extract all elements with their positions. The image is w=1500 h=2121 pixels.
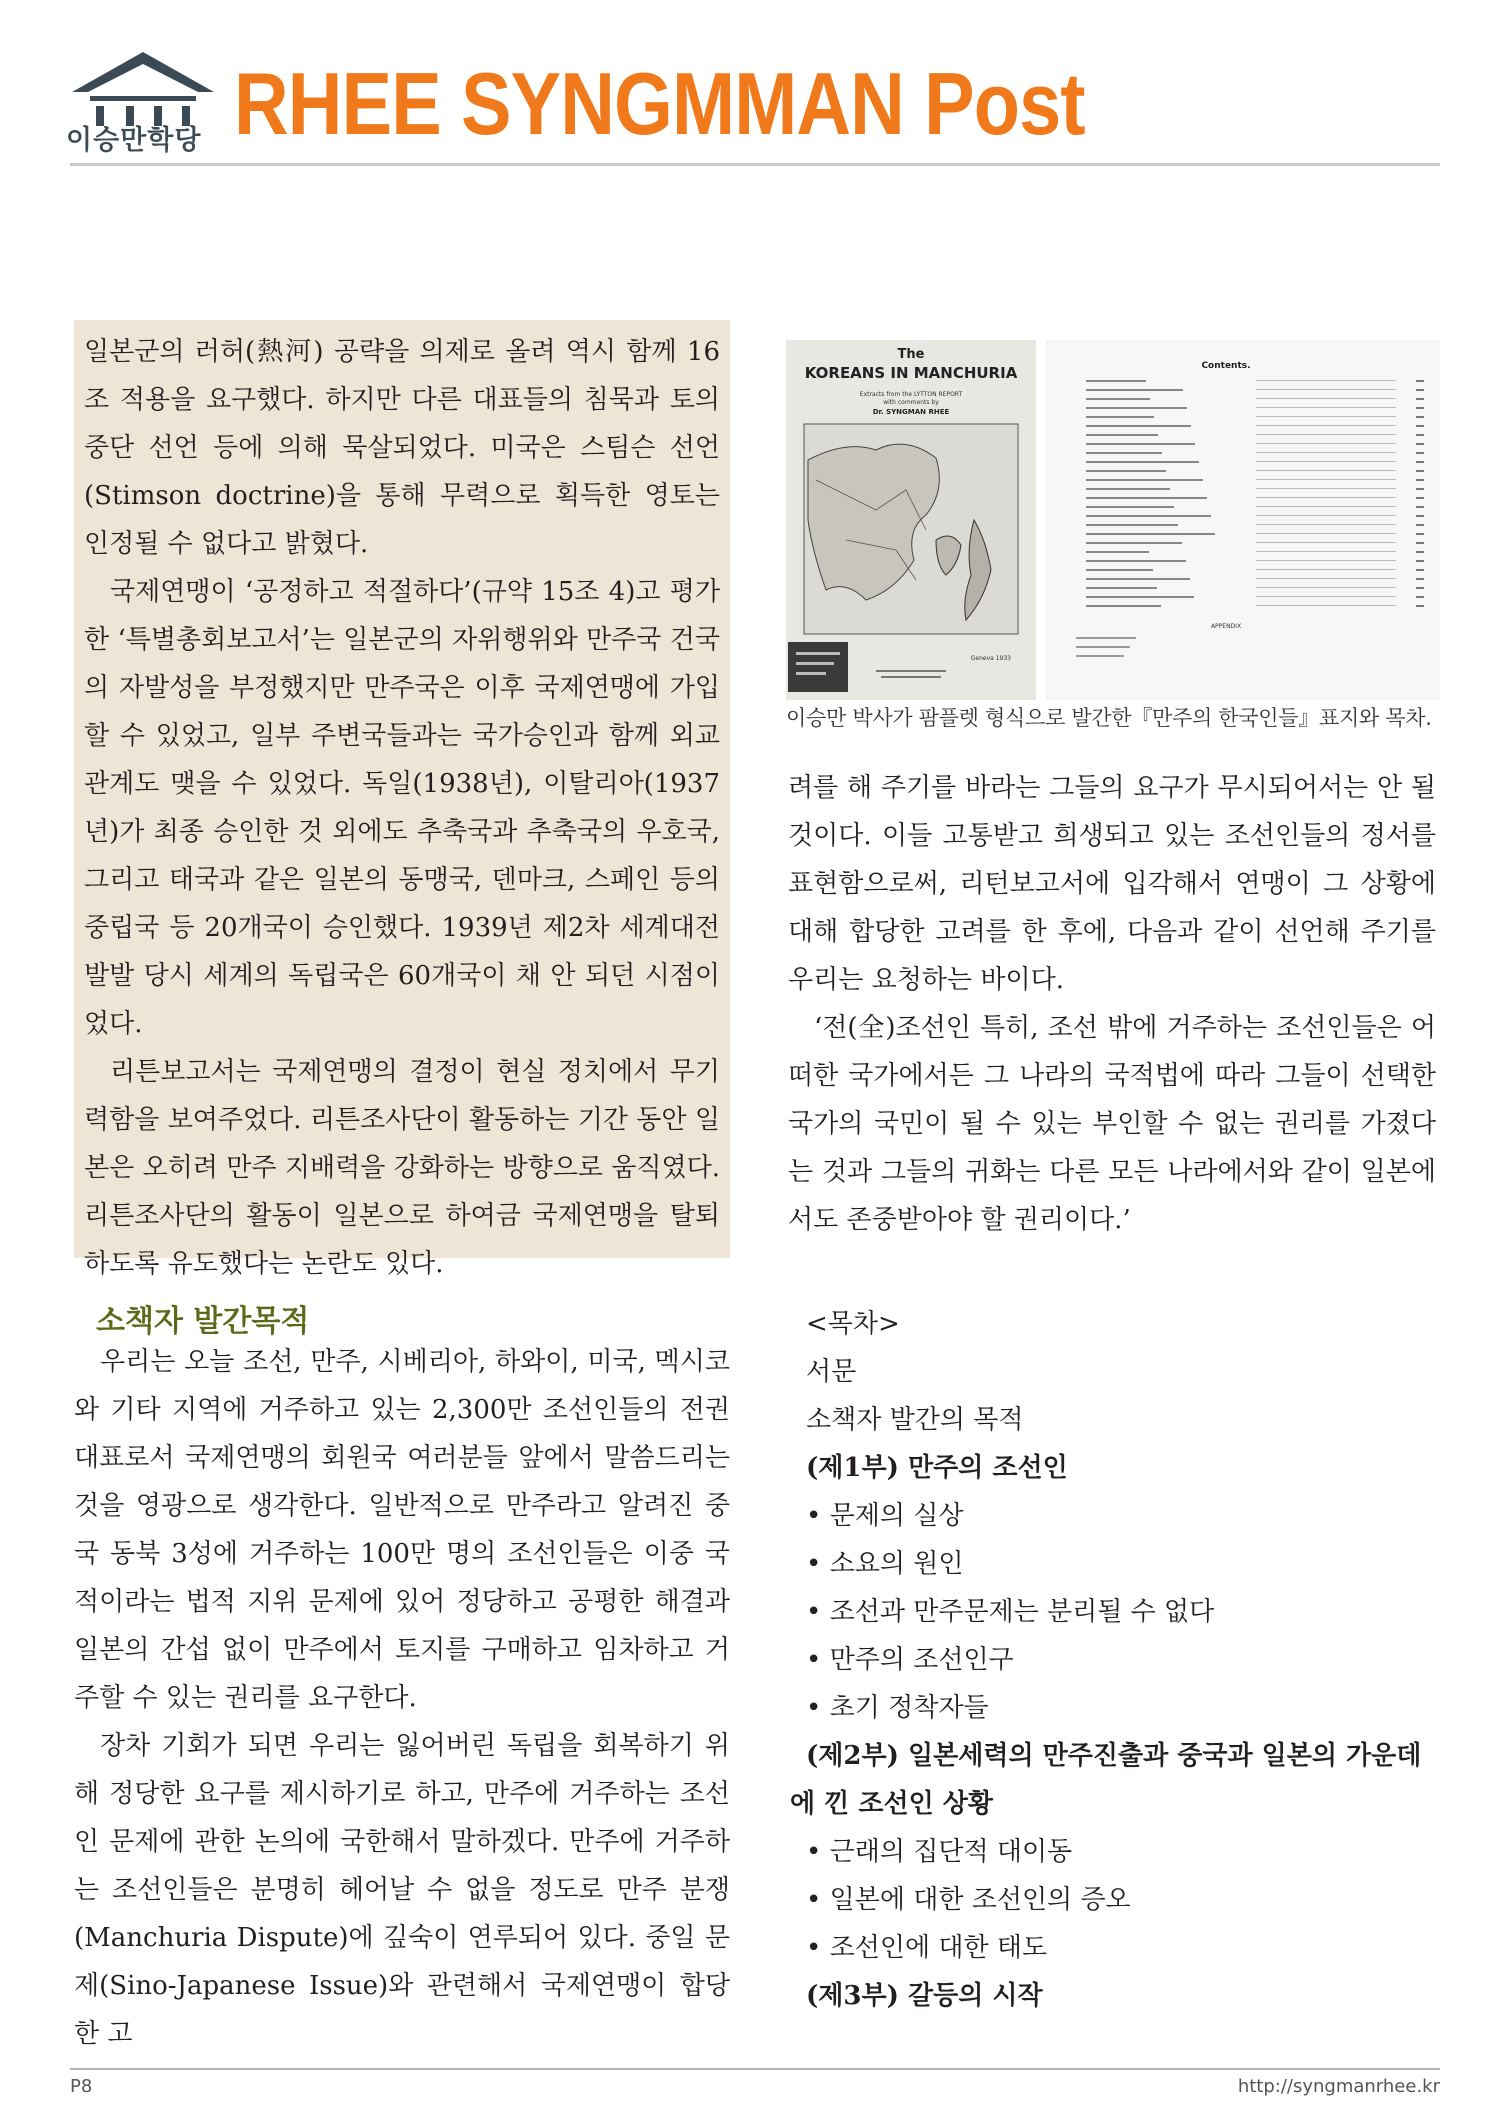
toc-title: <목차> [806,1309,900,1339]
toc-item: • 조선과 만주문제는 분리될 수 없다 [806,1597,1215,1627]
contents-page-number [1416,578,1424,580]
contents-appendix: APPENDIX [1210,623,1242,630]
contents-leader-dots [1256,515,1396,516]
contents-page-number [1416,470,1424,472]
contents-leader-dots [1256,470,1396,471]
contents-entry-line [1086,497,1207,499]
contents-leader-dots [1256,398,1396,399]
contents-leader-dots [1256,416,1396,417]
contents-entry-line [1086,398,1150,400]
toc-part-1: (제1부) 만주의 조선인 [806,1453,1068,1483]
contents-leader-dots [1256,434,1396,435]
contents-entry-line [1086,596,1194,598]
contents-page-number [1416,587,1424,589]
contents-page-number [1416,443,1424,445]
cover-date: Geneva 1933 [970,655,1011,662]
contents-entry-line [1086,416,1154,418]
contents-leader-dots [1256,389,1396,390]
cover-author: Dr. SYNGMAN RHEE [872,408,950,416]
contents-leader-dots [1256,533,1396,534]
contents-leader-dots [1256,605,1396,606]
right-column-text [788,764,1436,1244]
contents-entry-line [1086,434,1158,436]
library-stamp [788,642,848,692]
box-paragraph: 일본군의 러허(熱河) 공략을 의제로 올려 역시 함께 16조 적용을 요구했다. 하지만 다른 대표들의 침묵과 토의중단 선언 등에 의해 묵살되었다. 미국은 스팀슨 선언(Stimson doctrine)을 통해 무력으로 획득한 영토는 인정될 수 없다고 밝혔다. [84,337,720,559]
page-number: P8 [70,2076,93,2097]
logo-text: 이승만학당 [66,125,202,156]
toc-item: • 일본에 대한 조선인의 증오 [806,1885,1131,1915]
contents-entry-line [1086,488,1170,490]
box-paragraph: 국제연맹이 ‘공정하고 적절하다’(규약 15조 4)고 평가한 ‘특별총회보고서’는 일본군의 자위행위와 만주국 건국의 자발성을 부정했지만 만주국은 이후 국제연맹에 가입할 수 있었고, 일부 주변국들과는 국가승인과 함께 외교관계도 맺을 수 있었다. 독일(1938년), 이탈리아(1937년)가 최종 승인한 것 외에도 추축국과 추축국의 우호국, 그리고 태국과 같은 일본의 동맹국, 덴마크, 스페인 등의 중립국 등 20개국이 승인했다. 1939년 제2차 세계대전 발발 당시 세계의 독립국은 60개국이 채 안 되던 시점이었다. [84,577,720,1039]
cover-subtitle-2: with comments by [883,399,939,406]
contents-page-number [1416,533,1424,535]
contents-entry-line [1086,380,1146,382]
contents-leader-dots [1256,542,1396,543]
contents-leader-dots [1256,551,1396,552]
contents-page-number [1416,461,1424,463]
contents-leader-dots [1256,407,1396,408]
toc-item: • 만주의 조선인구 [806,1645,1014,1675]
contents-leader-dots [1256,587,1396,588]
contents-page-number [1416,524,1424,526]
publication-title: RHEE SYNGMMAN Post [234,54,1085,153]
toc-part-2: (제2부) 일본세력의 만주진출과 중국과 일본의 가운데에 낀 조선인 상황 [790,1741,1422,1819]
table-of-contents [790,1300,1450,2020]
contents-title: Contents. [1201,361,1251,371]
contents-page-number [1416,506,1424,508]
box-paragraph: 리튼보고서는 국제연맹의 결정이 현실 정치에서 무기력함을 보여주었다. 리튼조사단이 활동하는 기간 동안 일본은 오히려 만주 지배력을 강화하는 방향으로 움직였다. 리튼조사단의 활동이 일본으로 하여금 국제연맹을 탈퇴하도록 유도했다는 논란도 있다. [84,1057,720,1279]
website-url[interactable]: http://syngmanrhee.kr [1237,2076,1440,2097]
photo-caption: 이승만 박사가 팜플렛 형식으로 발간한『만주의 한국인들』표지와 목차. [786,706,1432,730]
toc-part-3: (제3부) 갈등의 시작 [806,1981,1043,2011]
contents-page-number [1416,551,1424,553]
contents-entry-line [1086,470,1166,472]
contents-page-number [1416,380,1424,382]
contents-page-number [1416,605,1424,607]
contents-entry-line [1086,560,1186,562]
contents-entry-line [1086,506,1174,508]
contents-leader-dots [1256,479,1396,480]
contents-leader-dots [1256,524,1396,525]
section-text [74,1338,730,2058]
contents-entry-line [1086,569,1153,571]
contents-leader-dots [1256,425,1396,426]
contents-entry-line [1086,407,1187,409]
contents-leader-dots [1256,488,1396,489]
contents-leader-dots [1256,506,1396,507]
contents-page-number [1416,425,1424,427]
contents-page-number [1416,389,1424,391]
contents-leader-dots [1256,443,1396,444]
contents-page-number [1416,416,1424,418]
contents-page-number [1416,434,1424,436]
contents-entry-line [1086,425,1191,427]
pamphlet-photo [786,340,1440,700]
box-text [84,328,720,1288]
contents-entry-line [1086,389,1183,391]
contents-leader-dots [1256,452,1396,453]
toc-item: • 근래의 집단적 대이동 [806,1837,1073,1867]
toc-purpose: 소책자 발간의 목적 [806,1405,1024,1435]
toc-item: • 초기 정착자들 [806,1693,989,1723]
contents-leader-dots [1256,461,1396,462]
footer-divider [70,2068,1440,2070]
contents-leader-dots [1256,380,1396,381]
contents-entry-line [1086,533,1215,535]
cover-subtitle-1: Extracts from the LYTTON REPORT [859,391,963,398]
contents-page-number [1416,515,1424,517]
cover-title-2: KOREANS IN MANCHURIA [804,364,1018,382]
contents-entry-line [1086,524,1178,526]
toc-item: • 소요의 원인 [806,1549,964,1579]
header-divider [70,163,1440,166]
contents-page-number [1416,479,1424,481]
map-illustration [804,424,1018,634]
contents-page-number [1416,569,1424,571]
contents-leader-dots [1256,578,1396,579]
toc-item: • 문제의 실상 [806,1501,964,1531]
contents-page-number [1416,407,1424,409]
contents-entry-line [1086,515,1211,517]
contents-entry-line [1086,587,1157,589]
contents-entry-line [1086,461,1199,463]
body-paragraph: ‘전(全)조선인 특히, 조선 밖에 거주하는 조선인들은 어떠한 국가에서든 그 나라의 국적법에 따라 그들이 선택한 국가의 국민이 될 수 있는 부인할 수 없는 권리를 가졌다는 것과 그들의 귀화는 다른 모든 나라에서와 같이 일본에서도 존중받아야 할 권리이다.’ [788,1013,1436,1235]
contents-entry-line [1086,605,1161,607]
contents-page-number [1416,398,1424,400]
contents-entry-line [1086,452,1162,454]
contents-page-number [1416,452,1424,454]
section-heading: 소책자 발간목적 [96,1304,310,1339]
contents-entry-line [1086,479,1203,481]
contents-page-number [1416,596,1424,598]
body-paragraph: 우리는 오늘 조선, 만주, 시베리아, 하와이, 미국, 멕시코와 기타 지역에 거주하고 있는 2,300만 조선인들의 전권대표로서 국제연맹의 회원국 여러분들 앞에서 말씀드리는 것을 영광으로 생각한다. 일반적으로 만주라고 알려진 중국 동북 3성에 거주하는 100만 명의 조선인들은 이중 국적이라는 법적 지위 문제에 있어 정당하고 공평한 해결과 일본의 간섭 없이 만주에서 토지를 구매하고 임차하고 거주할 수 있는 권리를 요구한다. [74,1347,730,1713]
body-paragraph: 장차 기회가 되면 우리는 잃어버린 독립을 회복하기 위해 정당한 요구를 제시하기로 하고, 만주에 거주하는 조선인 문제에 관한 논의에 국한해서 말하겠다. 만주에 거주하는 조선인들은 분명히 헤어날 수 없을 정도로 만주 분쟁(Manchuria Dispute)에 깊숙이 연루되어 있다. 중일 문제(Sino-Japanese Issue)와 관련해서 국제연맹이 합당한 고 [74,1731,730,2049]
contents-entry-line [1086,443,1195,445]
contents-leader-dots [1256,596,1396,597]
contents-leader-dots [1256,560,1396,561]
contents-entry-line [1086,542,1182,544]
contents-leader-dots [1256,497,1396,498]
contents-entry-line [1086,551,1149,553]
toc-item: • 조선인에 대한 태도 [806,1933,1048,1963]
body-paragraph: 려를 해 주기를 바라는 그들의 요구가 무시되어서는 안 될 것이다. 이들 고통받고 희생되고 있는 조선인들의 정서를 표현함으로써, 리턴보고서에 입각해서 연맹이 그 상황에 대해 합당한 고려를 한 후에, 다음과 같이 선언해 주기를 우리는 요청하는 바이다. [788,773,1436,995]
contents-entry-line [1086,578,1190,580]
cover-title-1: The [897,347,925,362]
toc-intro: 서문 [806,1357,857,1387]
contents-page-number [1416,560,1424,562]
contents-page-number [1416,488,1424,490]
contents-page-number [1416,542,1424,544]
contents-leader-dots [1256,569,1396,570]
contents-page-number [1416,497,1424,499]
